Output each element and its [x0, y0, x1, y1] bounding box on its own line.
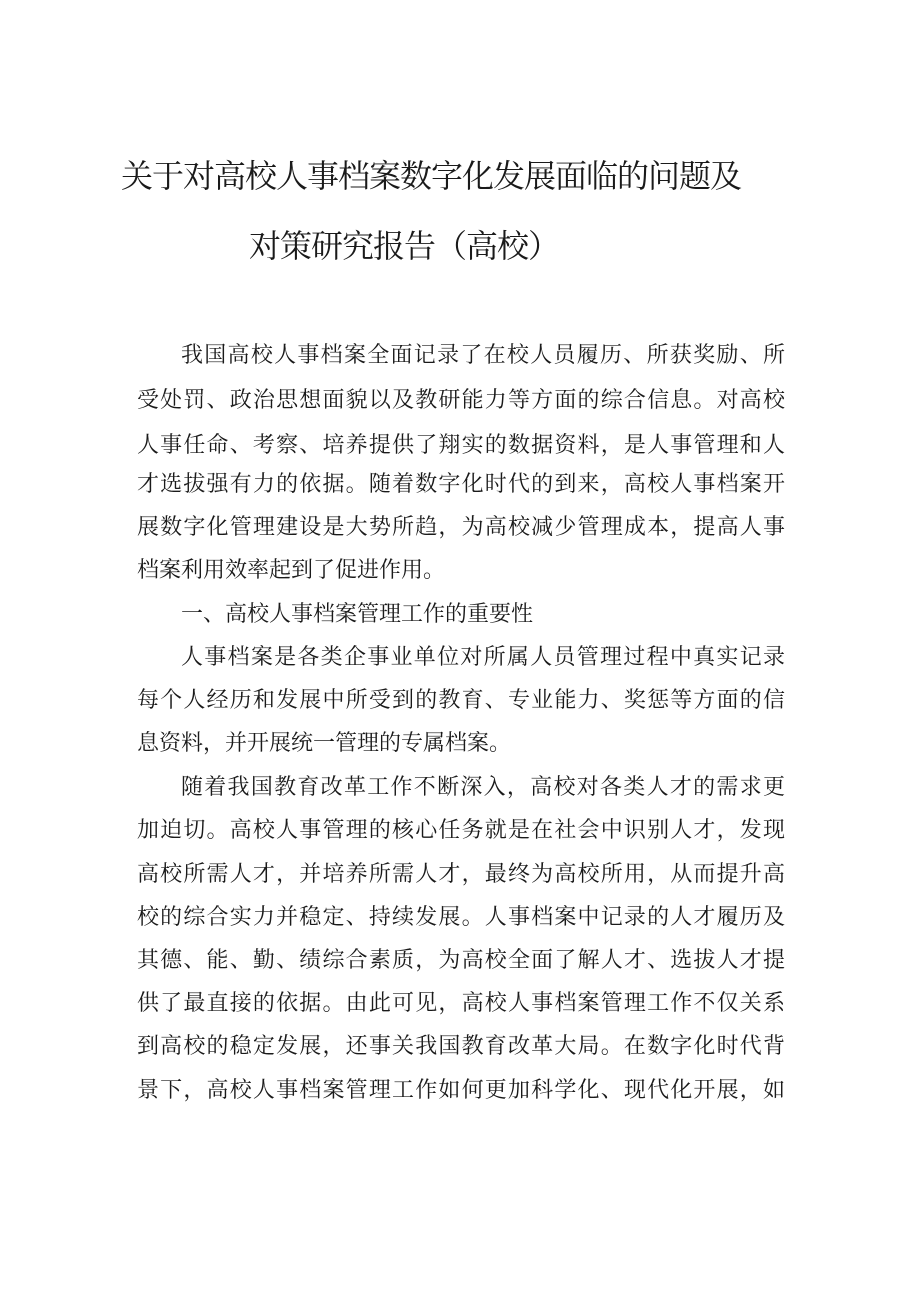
paragraph-2-line: 每个人经历和发展中所受到的教育、专业能力、奖惩等方面的信: [137, 688, 785, 713]
paragraph-3-line: 其德、能、勤、绩综合素质，为高校全面了解人才、选拔人才提: [137, 948, 785, 973]
paragraph-1-line: 人事任命、考察、培养提供了翔实的数据资料，是人事管理和人: [137, 433, 785, 458]
paragraph-3-line: 随着我国教育改革工作不断深入，高校对各类人才的需求更: [181, 775, 785, 800]
paragraph-3-line: 高校所需人才，并培养所需人才，最终为高校所用，从而提升高: [137, 862, 785, 887]
paragraph-3-line: 加迫切。高校人事管理的核心任务就是在社会中识别人才，发现: [137, 818, 785, 843]
paragraph-1-line: 展数字化管理建设是大势所趋，为高校减少管理成本，提高人事: [137, 515, 785, 540]
paragraph-2-line: 人事档案是各类企事业单位对所属人员管理过程中真实记录: [181, 645, 785, 670]
paragraph-3-line: 景下，高校人事档案管理工作如何更加科学化、现代化开展，如: [137, 1078, 785, 1103]
document-title-line-2: 对策研究报告（高校）: [249, 227, 560, 265]
paragraph-2-line: 息资料，并开展统一管理的专属档案。: [137, 731, 512, 756]
paragraph-3-line: 到高校的稳定发展，还事关我国教育改革大局。在数字化时代背: [137, 1034, 785, 1059]
section-heading: 一、高校人事档案管理工作的重要性: [181, 602, 534, 627]
paragraph-1-line: 我国高校人事档案全面记录了在校人员履历、所获奖励、所: [181, 343, 785, 368]
document-title-line-1: 关于对高校人事档案数字化发展面临的问题及: [121, 157, 742, 195]
paragraph-1-line: 才选拔强有力的依据。随着数字化时代的到来，高校人事档案开: [137, 472, 785, 497]
paragraph-3-line: 校的综合实力并稳定、持续发展。人事档案中记录的人才履历及: [137, 905, 785, 930]
paragraph-1-line: 受处罚、政治思想面貌以及教研能力等方面的综合信息。对高校: [137, 388, 785, 413]
paragraph-3-line: 供了最直接的依据。由此可见，高校人事档案管理工作不仅关系: [137, 991, 785, 1016]
paragraph-1-line: 档案利用效率起到了促进作用。: [137, 558, 446, 583]
